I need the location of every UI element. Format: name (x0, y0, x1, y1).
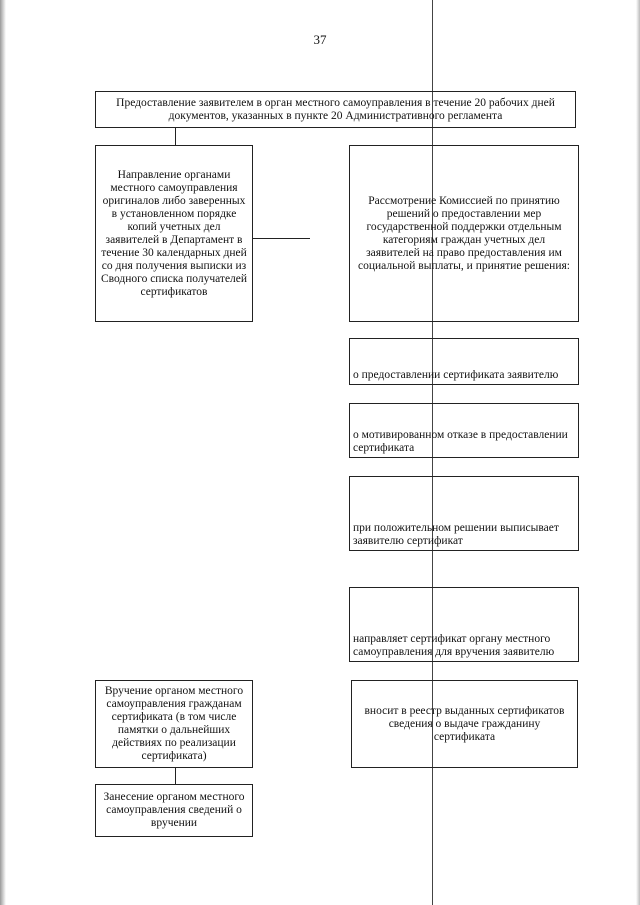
record-handover-text: Занесение органом местного самоуправления сведений о вручении (103, 791, 245, 829)
registry-entry-text: вносит в реестр выданных сертификатов сведения о выдаче гражданину сертификата (364, 704, 565, 743)
scan-edge-right (636, 0, 640, 905)
connector-handing-to-record (175, 768, 176, 784)
sends-certificate-text: направляет сертификат органу местного самоуправления для вручения заявителю (353, 633, 555, 658)
grant-certificate-decision (349, 338, 579, 385)
connector-top-to-sending (175, 128, 176, 145)
grant-certificate-text: о предоставлении сертификата заявителю (353, 369, 559, 381)
sending-originals-step (95, 145, 253, 322)
submission-step (95, 91, 576, 128)
issues-certificate-step (349, 476, 579, 551)
registry-entry-step (351, 680, 578, 768)
commission-review-step (349, 145, 579, 322)
handing-over-step (95, 680, 253, 768)
issues-certificate-text: при положительном решении выписывает заявителю сертификат (353, 522, 559, 547)
handing-over-text: Вручение органом местного самоуправления гражданам сертификата (в том числе памятки о дальнейших действиях по реализации сертификата) (104, 685, 244, 762)
sends-certificate-step (349, 587, 579, 662)
connector-left-to-right (252, 238, 310, 239)
record-handover-step (95, 784, 253, 837)
commission-review-text: Рассмотрение Комиссией по принятию решений о предоставлении мер государственной поддержки отдельным категориям граждан учетных дел заявителей на право предоставления им социальной выплаты, и принятие решения: (358, 194, 570, 272)
refusal-text: о мотивированном отказе в предоставлении сертификата (353, 429, 568, 454)
sending-originals-text: Направление органами местного самоуправления оригиналов либо заверенных в установленном порядке копий учетных дел заявителей в Департамент в течение 30 календарных дней со дня получения выписки из Сводного списка получателей сертификатов (100, 168, 248, 298)
refusal-decision (349, 403, 579, 458)
page-number: 37 (313, 32, 327, 47)
submission-step-text: Предоставление заявителем в орган местного самоуправления в течение 20 рабочих дней документов, указанных в пункте 20 Административного регламента (116, 96, 555, 122)
scan-edge-left (0, 0, 6, 905)
